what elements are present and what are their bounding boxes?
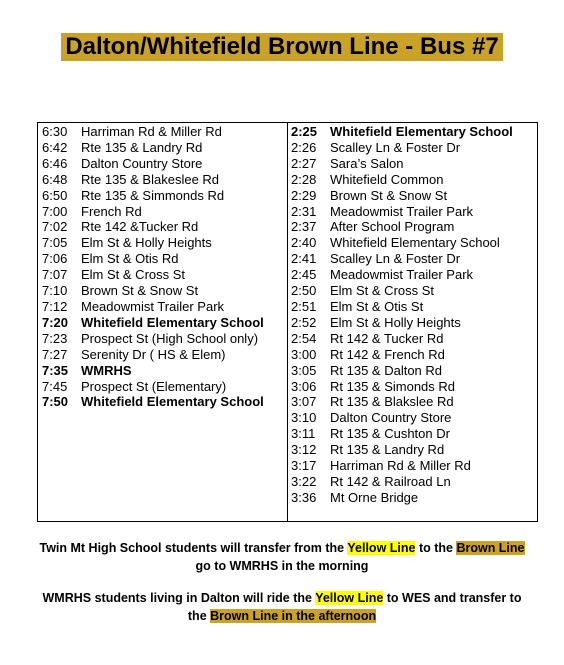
stop-name: Meadowmist Trailer Park <box>330 203 474 219</box>
stop-time: 7:50 <box>42 394 69 410</box>
stop-name: Elm St & Cross St <box>330 283 435 299</box>
stop-name: Prospect St (Elementary) <box>81 378 227 394</box>
note1-text-middle: to the <box>415 541 457 555</box>
stop-time: 3:06 <box>291 378 317 394</box>
stop-name: Prospect St (High School only) <box>81 330 259 346</box>
stop-time: 7:27 <box>42 346 68 362</box>
schedule-row <box>291 251 537 267</box>
stop-time: 3:17 <box>291 458 317 474</box>
stop-time: 7:06 <box>42 251 68 267</box>
stop-time: 2:45 <box>291 267 317 283</box>
schedule-row <box>291 426 537 442</box>
stop-time: 7:10 <box>42 283 68 299</box>
stop-name: Rt 135 & Cushton Dr <box>330 426 450 442</box>
stop-name: Mt Orne Bridge <box>330 489 419 505</box>
schedule-row <box>291 347 537 363</box>
stop-time: 2:29 <box>291 187 317 203</box>
schedule-row <box>42 124 287 140</box>
stop-time: 2:37 <box>291 219 317 235</box>
schedule-row <box>42 235 287 251</box>
afternoon-column <box>288 123 537 521</box>
brown-line-highlight: Brown Line <box>456 541 525 555</box>
stop-name: Harriman Rd & Miller Rd <box>330 458 471 474</box>
stop-name: Rt 142 & French Rd <box>330 346 445 362</box>
stop-name: Dalton Country Store <box>330 410 452 426</box>
schedule-row <box>291 379 537 395</box>
morning-column <box>38 123 288 521</box>
schedule-row <box>42 219 287 235</box>
stop-name: Elm St & Cross St <box>81 267 186 283</box>
schedule-row <box>291 474 537 490</box>
note2-text-start: WMRHS students living in Dalton will ride the <box>42 591 316 605</box>
stop-time: 7:02 <box>42 219 68 235</box>
stop-name: Whitefield Elementary School <box>330 235 500 251</box>
stop-time: 6:46 <box>42 155 68 171</box>
stop-name: WMRHS <box>81 362 132 378</box>
stop-time: 3:22 <box>291 473 317 489</box>
stop-time: 7:23 <box>42 330 68 346</box>
stop-name: Rt 135 & Dalton Rd <box>330 362 443 378</box>
schedule-row <box>291 140 537 156</box>
stop-name: Whitefield Elementary School <box>81 394 264 410</box>
stop-time: 2:26 <box>291 139 317 155</box>
stop-name: Harriman Rd & Miller Rd <box>81 124 222 139</box>
schedule-row <box>42 172 287 188</box>
stop-name: Rte 142 &Tucker Rd <box>81 219 199 235</box>
schedule-row <box>42 363 287 379</box>
schedule-row <box>291 204 537 220</box>
stop-time: 6:42 <box>42 139 68 155</box>
stop-name: Elm St & Otis Rd <box>81 251 179 267</box>
stop-time: 7:07 <box>42 267 68 283</box>
stop-name: Brown St & Snow St <box>81 283 199 299</box>
stop-time: 3:10 <box>291 410 317 426</box>
note2-text-prefix: the <box>187 609 211 623</box>
schedule-row <box>291 442 537 458</box>
stop-time: 7:12 <box>42 298 68 314</box>
page-title: Dalton/Whitefield Brown Line - Bus #7 <box>61 33 502 61</box>
stop-time: 2:51 <box>291 298 317 314</box>
stop-time: 2:41 <box>291 251 317 267</box>
schedule-row <box>291 219 537 235</box>
stop-name: Scalley Ln & Foster Dr <box>330 251 461 267</box>
note2-text-middle: to WES and transfer to <box>383 591 522 605</box>
stop-time: 7:05 <box>42 235 68 251</box>
schedule-row <box>42 267 287 283</box>
stop-name: Rte 135 & Simmonds Rd <box>81 187 225 203</box>
stop-time: 6:50 <box>42 187 68 203</box>
schedule-row <box>291 315 537 331</box>
schedule-row <box>42 140 287 156</box>
stop-time: 3:11 <box>291 426 316 442</box>
schedule-row <box>291 410 537 426</box>
stop-name: Brown St & Snow St <box>330 187 448 203</box>
schedule-row <box>42 204 287 220</box>
schedule-row <box>42 379 287 395</box>
stop-time: 6:48 <box>42 171 68 187</box>
stop-name: French Rd <box>81 203 142 219</box>
schedule-row <box>291 188 537 204</box>
stop-name: Whitefield Elementary School <box>81 314 264 330</box>
stop-name: After School Program <box>330 219 455 235</box>
stop-name: Whitefield Elementary School <box>330 124 513 139</box>
schedule-row <box>291 299 537 315</box>
stop-time: 2:40 <box>291 235 317 251</box>
yellow-line-highlight: Yellow Line <box>347 541 416 555</box>
schedule-row <box>42 331 287 347</box>
schedule-row <box>42 299 287 315</box>
yellow-line-highlight: Yellow Line <box>315 591 384 605</box>
title-container <box>0 33 564 61</box>
stop-time: 7:00 <box>42 203 68 219</box>
stop-name: Rt 142 & Tucker Rd <box>330 330 444 346</box>
schedule-row <box>291 283 537 299</box>
schedule-row <box>291 458 537 474</box>
stop-name: Whitefield Common <box>330 171 444 187</box>
schedule-row <box>291 235 537 251</box>
stop-name: Elm St & Holly Heights <box>330 314 461 330</box>
stop-name: Rt 135 & Landry Rd <box>330 442 445 458</box>
schedule-row <box>291 490 537 506</box>
stop-time: 2:50 <box>291 283 317 299</box>
note1-text-end: go to WMRHS in the morning <box>195 559 369 573</box>
stop-time: 2:27 <box>291 155 317 171</box>
stop-time: 2:28 <box>291 171 317 187</box>
stop-name: Rte 135 & Landry Rd <box>81 139 203 155</box>
stop-name: Elm St & Otis St <box>330 298 424 314</box>
stop-time: 3:36 <box>291 489 317 505</box>
stop-name: Scalley Ln & Foster Dr <box>330 139 461 155</box>
stop-name: Rt 135 & Blakslee Rd <box>330 394 454 410</box>
stop-name: Rt 142 & Railroad Ln <box>330 473 451 489</box>
stop-name: Sara’s Salon <box>330 155 404 171</box>
schedule-row <box>42 156 287 172</box>
schedule-row <box>42 315 287 331</box>
schedule-row <box>42 188 287 204</box>
stop-time: 3:05 <box>291 362 317 378</box>
stop-time: 7:45 <box>42 378 68 394</box>
stop-time: 2:52 <box>291 314 317 330</box>
schedule-row <box>42 251 287 267</box>
schedule-row <box>42 347 287 363</box>
transfer-note-afternoon <box>0 589 564 625</box>
schedule-row <box>42 394 287 410</box>
stop-name: Dalton Country Store <box>81 155 203 171</box>
stop-time: 2:54 <box>291 330 317 346</box>
schedule-row <box>291 124 537 140</box>
note1-text-start: Twin Mt High School students will transfer from the <box>39 541 348 555</box>
stop-time: 2:25 <box>291 124 318 139</box>
stop-name: Rte 135 & Blakeslee Rd <box>81 171 220 187</box>
schedule-row <box>42 283 287 299</box>
brown-line-highlight: Brown Line in the afternoon <box>210 609 377 623</box>
stop-time: 7:20 <box>42 314 69 330</box>
schedule-row <box>291 156 537 172</box>
schedule-row <box>291 394 537 410</box>
schedule-row <box>291 363 537 379</box>
stop-time: 7:35 <box>42 362 69 378</box>
schedule-row <box>291 331 537 347</box>
stop-name: Serenity Dr ( HS & Elem) <box>81 346 226 362</box>
stop-name: Elm St & Holly Heights <box>81 235 212 251</box>
transfer-note-morning <box>0 539 564 575</box>
stop-name: Meadowmist Trailer Park <box>330 267 474 283</box>
stop-name: Meadowmist Trailer Park <box>81 298 225 314</box>
stop-time: 3:12 <box>291 442 317 458</box>
stop-time: 6:30 <box>42 124 68 139</box>
stop-time: 3:07 <box>291 394 317 410</box>
stop-name: Rt 135 & Simonds Rd <box>330 378 456 394</box>
stop-time: 2:31 <box>291 203 317 219</box>
schedule-row <box>291 172 537 188</box>
stop-time: 3:00 <box>291 346 317 362</box>
schedule-row <box>291 267 537 283</box>
schedule-table <box>37 122 538 522</box>
